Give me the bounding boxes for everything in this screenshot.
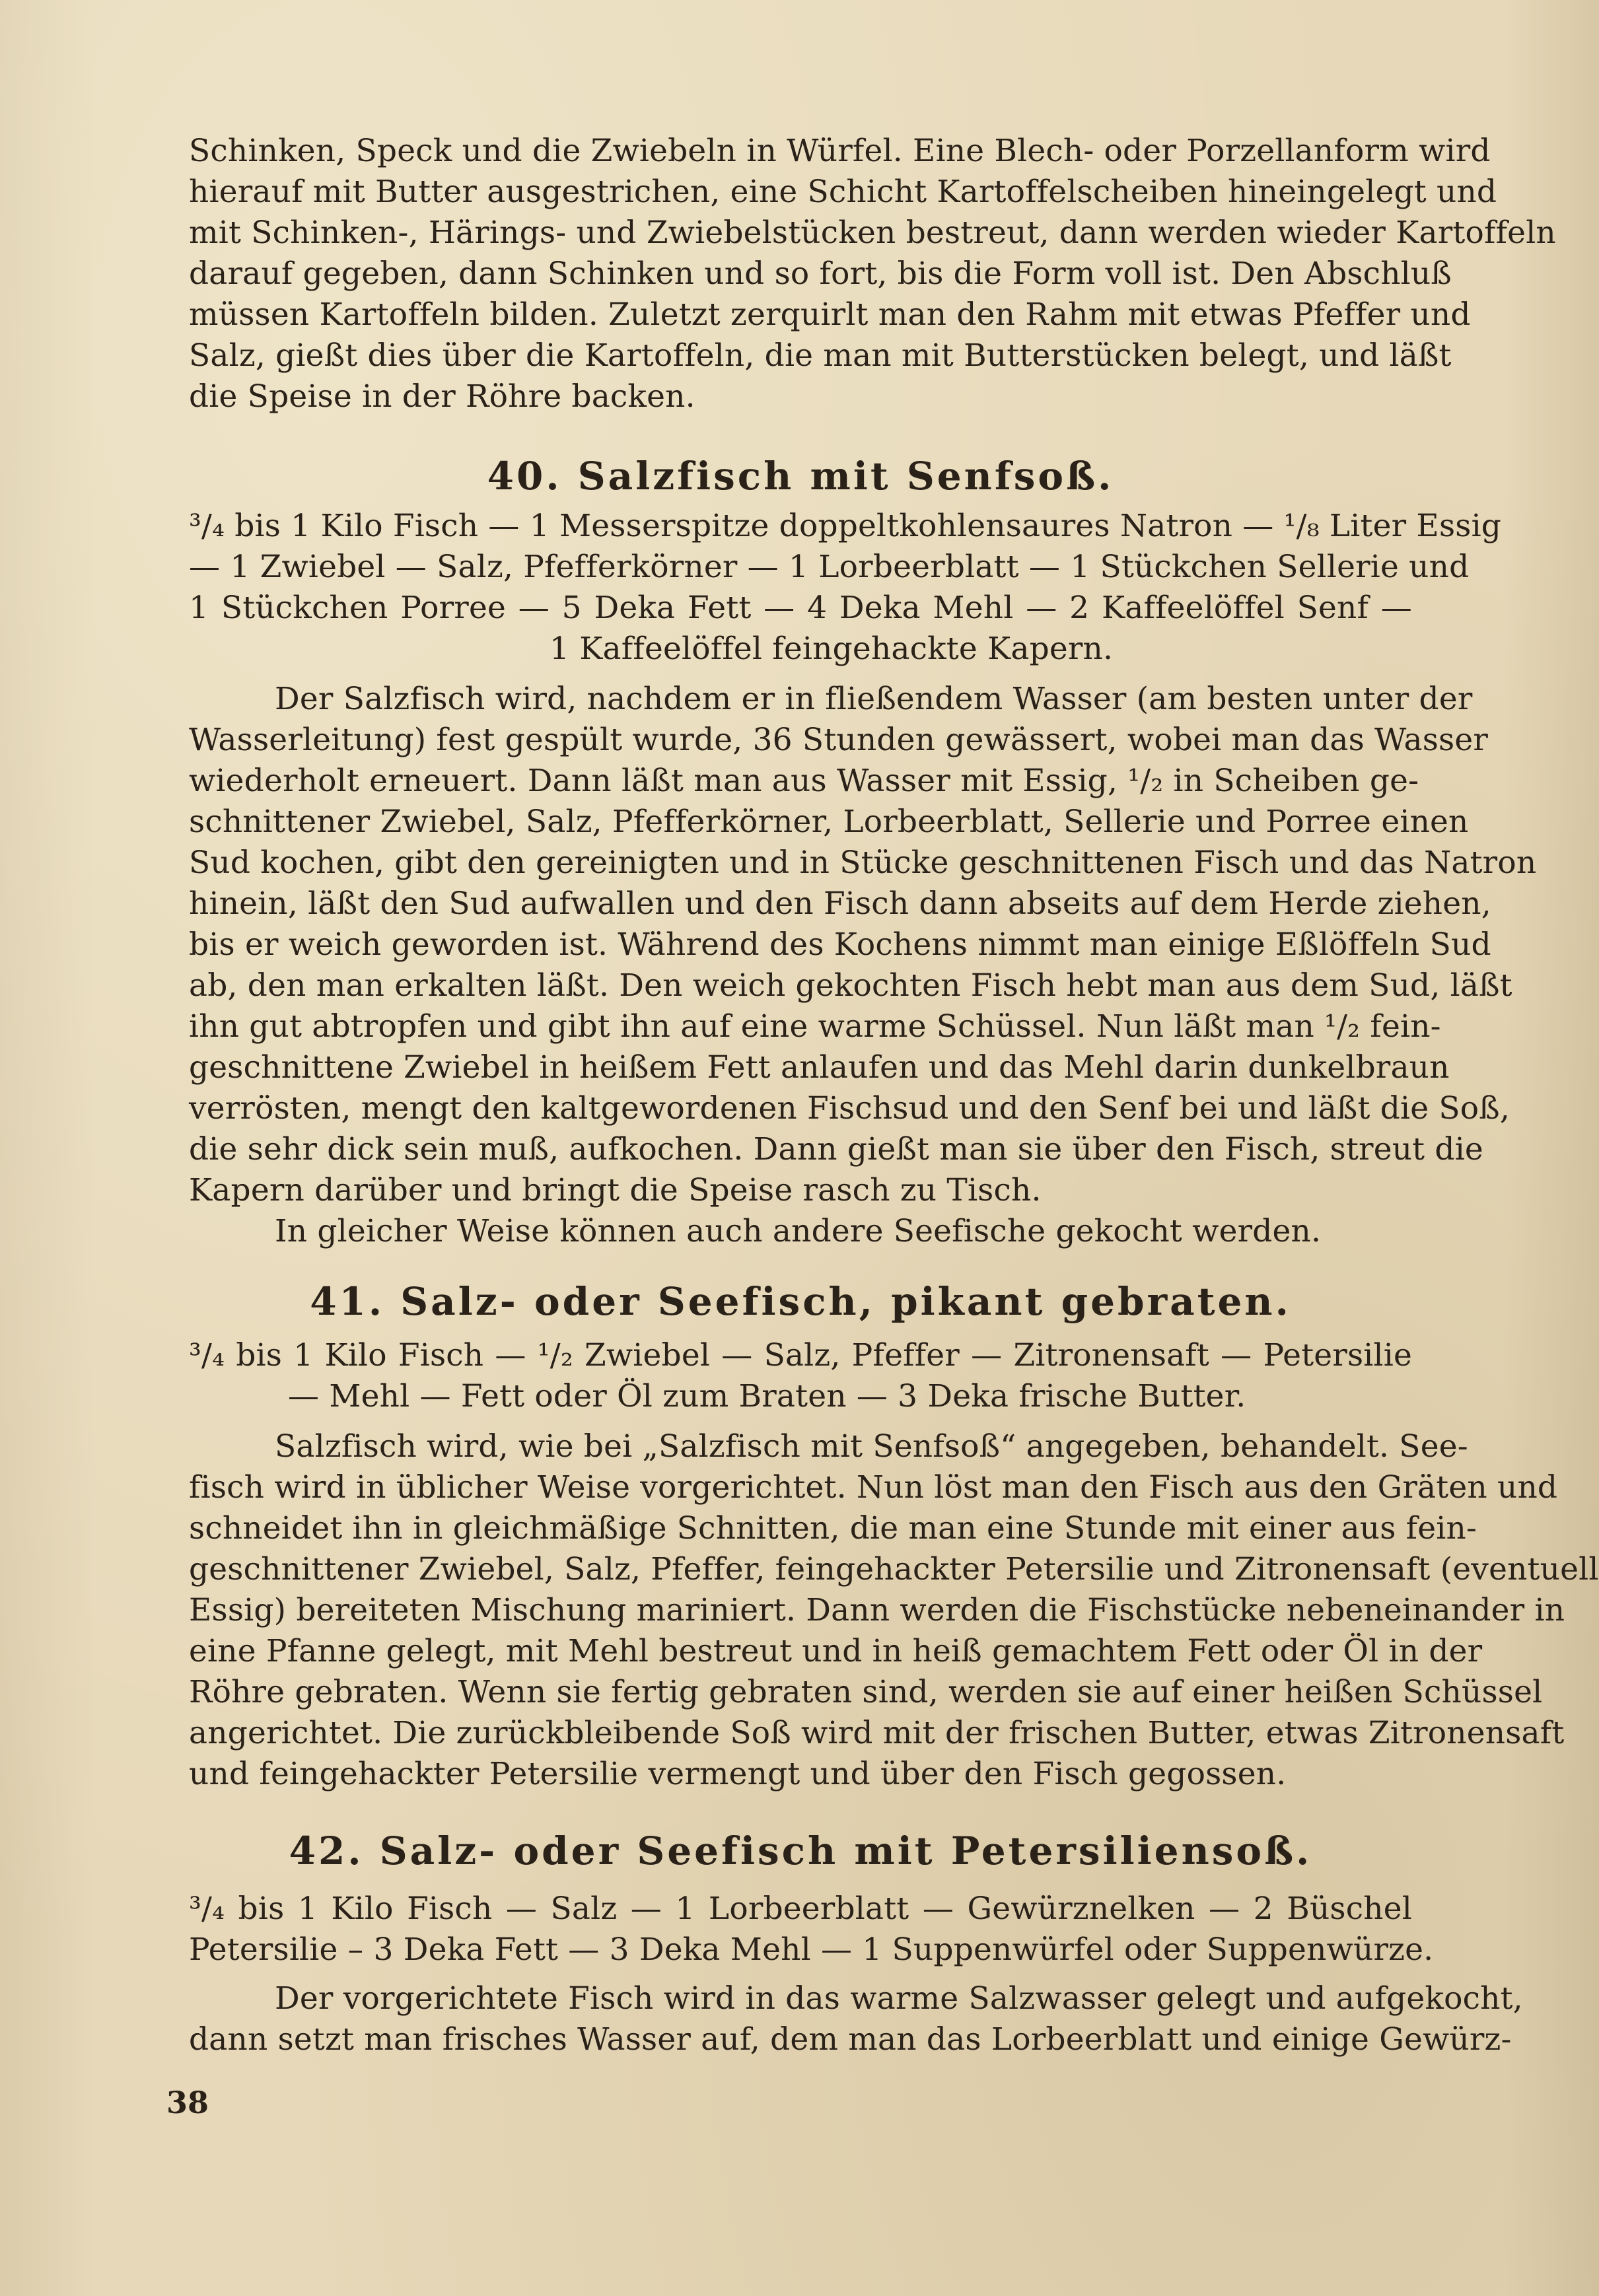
recipe-40-note: In gleicher Weise können auch andere Seefische gekocht werden. [275,1213,1322,1249]
text-line: müssen Kartoffeln bilden. Zuletzt zerquirlt man den Rahm mit etwas Pfeffer und [189,296,1471,333]
text-line: Kapern darüber und bringt die Speise rasch zu Tisch. [189,1172,1042,1208]
text-line: Der Salzfisch wird, nachdem er in fließendem Wasser (am besten unter der [275,681,1473,717]
recipe-40-title: 40. Salzfisch mit Senfsoß. [487,454,1114,499]
intro-paragraph [189,131,1556,417]
text-line: darauf gegeben, dann Schinken und so fort, bis die Form voll ist. Den Abschluß [189,256,1452,292]
ingredient-line: ³/₄ bis 1 Kilo Fisch — 1 Messerspitze doppeltkohlensaures Natron — ¹/₈ Liter Essig [189,508,1502,544]
text-line: ab, den man erkalten läßt. Den weich gekochten Fisch hebt man aus dem Sud, läßt [189,967,1512,1004]
text-line: geschnittene Zwiebel in heißem Fett anlaufen und das Mehl darin dunkelbraun [189,1049,1450,1086]
text-line: geschnittener Zwiebel, Salz, Pfeffer, feingehackter Petersilie und Zitronensaft (eventuell [189,1551,1599,1587]
text-line: die sehr dick sein muß, aufkochen. Dann gießt man sie über den Fisch, streut die [189,1131,1483,1167]
text-line: Der vorgerichtete Fisch wird in das warme Salzwasser gelegt und aufgekocht, [275,1980,1523,2017]
text-line: und feingehackter Petersilie vermengt und über den Fisch gegossen. [189,1756,1287,1792]
text-line: hierauf mit Butter ausgestrichen, eine Schicht Kartoffelscheiben hineingelegt und [189,174,1497,210]
ingredient-line: — 1 Zwiebel — Salz, Pfefferkörner — 1 Lorbeerblatt — 1 Stückchen Sellerie und [189,549,1470,585]
text-line: ihn gut abtropfen und gibt ihn auf eine warme Schüssel. Nun läßt man ¹/₂ fein- [189,1008,1441,1045]
text-line: eine Pfanne gelegt, mit Mehl bestreut und in heiß gemachtem Fett oder Öl in der [189,1633,1483,1669]
text-line: die Speise in der Röhre backen. [189,378,695,415]
text-line: schneidet ihn in gleichmäßige Schnitten, die man eine Stunde mit einer aus fein- [189,1510,1477,1547]
ingredient-line: 1 Kaffeelöffel feingehackte Kapern. [550,631,1114,667]
text-line: wiederholt erneuert. Dann läßt man aus Wasser mit Essig, ¹/₂ in Scheiben ge- [189,763,1419,799]
recipe-41-ingredients [189,1335,1412,1417]
text-line: dann setzt man frisches Wasser auf, dem man das Lorbeerblatt und einige Gewürz- [189,2021,1512,2058]
recipe-42-ingredients [189,1889,1434,1970]
text-line: Salzfisch wird, wie bei „Salzfisch mit Senfsoß“ angegeben, behandelt. See- [275,1428,1468,1465]
text-line: fisch wird in üblicher Weise vorgerichtet. Nun löst man den Fisch aus den Gräten und [189,1469,1558,1506]
ingredient-line: — Mehl — Fett oder Öl zum Braten — 3 Deka frische Butter. [288,1378,1246,1414]
text-line: mit Schinken-, Härings- und Zwiebelstücken bestreut, dann werden wieder Kartoffeln [189,215,1556,251]
text-line: Essig) bereiteten Mischung mariniert. Dann werden die Fischstücke nebeneinander in [189,1592,1565,1628]
text-line: Sud kochen, gibt den gereinigten und in Stücke geschnittenen Fisch und das Natron [189,845,1537,881]
ingredient-line: ³/₄ bis 1 Kilo Fisch — ¹/₂ Zwiebel — Salz, Pfeffer — Zitronensaft — Petersilie [189,1337,1412,1374]
recipe-40-ingredients [189,506,1502,670]
ingredient-line: Petersilie – 3 Deka Fett — 3 Deka Mehl — 1 Suppenwürfel oder Suppenwürze. [189,1931,1434,1968]
recipe-42-body [189,1978,1523,2060]
text-line: Wasserleitung) fest gespült wurde, 36 Stunden gewässert, wobei man das Wasser [189,722,1489,758]
recipe-41-title: 41. Salz- oder Seefisch, pikant gebraten. [310,1279,1291,1324]
page-number: 38 [166,2085,209,2120]
text-line: Schinken, Speck und die Zwiebeln in Würfel. Eine Blech- oder Porzellanform wird [189,133,1491,169]
text-line: verrösten, mengt den kaltgewordenen Fischsud und den Senf bei und läßt die Soß, [189,1090,1510,1127]
text-line: angerichtet. Die zurückbleibende Soß wird mit der frischen Butter, etwas Zitronensaft [189,1715,1565,1751]
ingredient-line: ³/₄ bis 1 Kilo Fisch — Salz — 1 Lorbeerblatt — Gewürznelken — 2 Büschel [189,1891,1412,1927]
text-line: schnittener Zwiebel, Salz, Pfefferkörner, Lorbeerblatt, Sellerie und Porree einen [189,804,1469,840]
text-line: Röhre gebraten. Wenn sie fertig gebraten sind, werden sie auf einer heißen Schüssel [189,1674,1543,1710]
recipe-42-title: 42. Salz- oder Seefisch mit Petersiliensoß. [289,1828,1312,1873]
ingredient-line: 1 Stückchen Porree — 5 Deka Fett — 4 Deka Mehl — 2 Kaffeelöffel Senf — [189,590,1412,626]
recipe-41-body [189,1426,1599,1795]
text-line: bis er weich geworden ist. Während des Kochens nimmt man einige Eßlöffeln Sud [189,926,1491,963]
text-line: Salz, gießt dies über die Kartoffeln, die man mit Butterstücken belegt, und läßt [189,337,1452,374]
recipe-40-body [189,679,1537,1252]
text-line: hinein, läßt den Sud aufwallen und den Fisch dann abseits auf dem Herde ziehen, [189,886,1491,922]
